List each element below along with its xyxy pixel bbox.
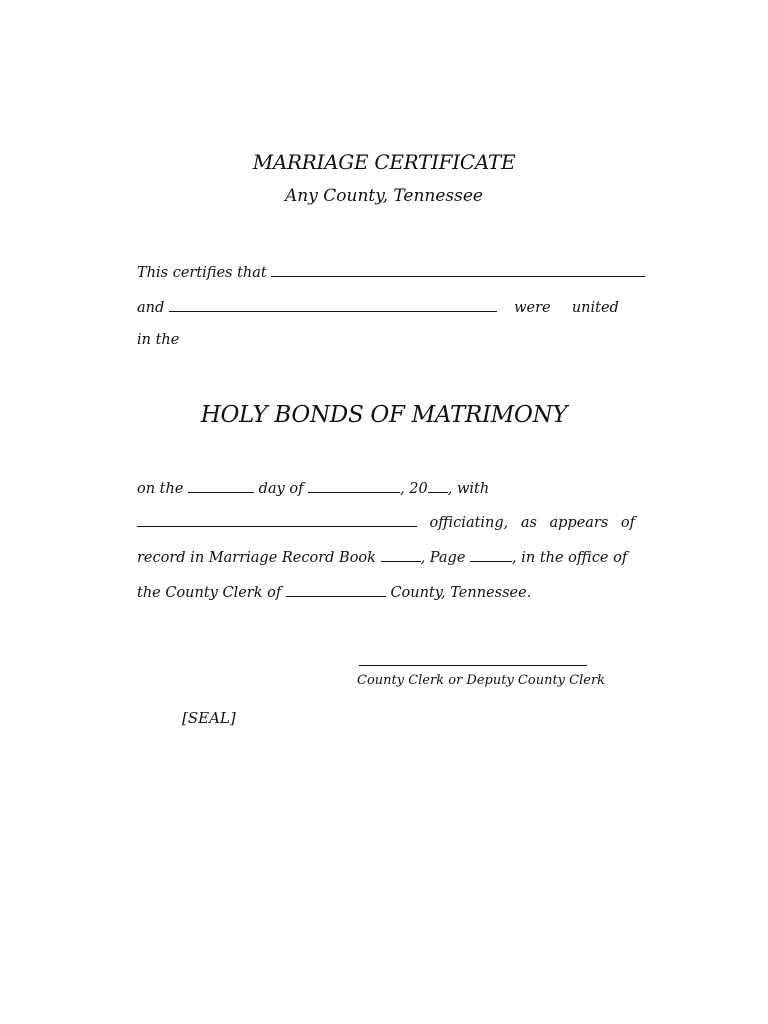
book-blank[interactable] [381,547,421,562]
day-blank[interactable] [188,478,254,493]
were-label: were [514,300,551,316]
signature-line[interactable] [359,665,587,666]
year-blank[interactable] [428,478,448,493]
record-label: record in Marriage Record Book [137,550,376,566]
officiant-blank[interactable] [137,512,417,527]
of-label: of [620,515,635,531]
first-party-blank[interactable] [271,262,645,277]
officiating-label: officiating, [429,515,509,531]
office-label: , in the office of [512,550,628,566]
in-the-line [137,332,179,348]
as-label: as [520,515,537,531]
signature-label: County Clerk or Deputy County Clerk [357,673,606,688]
with-label: , with [447,481,490,497]
and-label: and [137,300,165,316]
day-of-label: day of [258,481,304,497]
county-tn-label: County, Tennessee. [390,585,532,601]
seal-label: [SEAL] [182,709,236,727]
on-the-label: on the [137,481,184,497]
county-blank[interactable] [286,582,386,597]
second-party-blank[interactable] [169,297,497,312]
year-prefix: , 20 [400,481,428,497]
clerk-label: the County Clerk of [137,585,282,601]
in-the-label: in the [137,332,180,348]
officiant-line [137,512,635,531]
record-line [137,547,627,566]
certificate-title: MARRIAGE CERTIFICATE [252,150,516,174]
matrimony-heading: HOLY BONDS OF MATRIMONY [200,402,568,428]
certifies-label: This certifies that [137,265,267,281]
page-blank[interactable] [470,547,512,562]
certifies-line [137,262,645,281]
county-subtitle: Any County, Tennessee [285,186,483,206]
united-label: united [571,300,619,316]
month-blank[interactable] [308,478,400,493]
appears-label: appears [549,515,609,531]
date-line [137,478,489,497]
clerk-line [137,582,531,601]
and-line [137,297,619,316]
page-label: , Page [420,550,466,566]
